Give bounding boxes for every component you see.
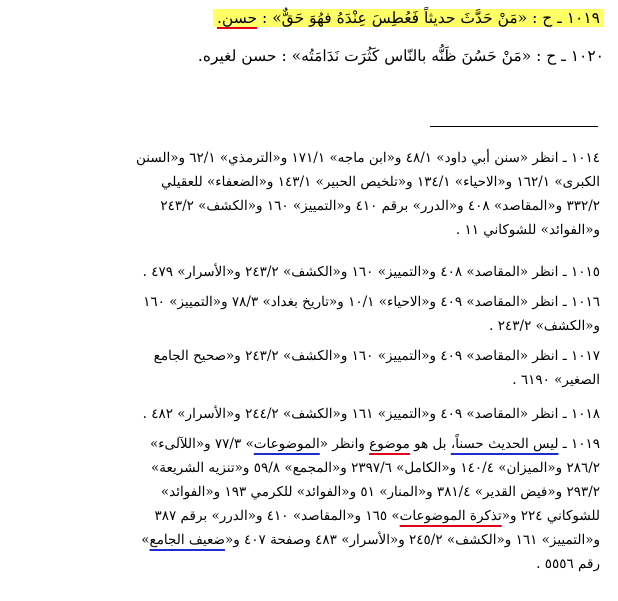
annotated-book-tadhkira: تذكرة الموضوعات (399, 508, 502, 524)
annotated-phrase-not-hasan: ليس الحديث حسناً، (450, 436, 559, 452)
footnote-line: رقم ٥٥٥٦ . (536, 556, 600, 572)
footnote-line: الصغير» ٦١٩٠ . (512, 372, 600, 388)
footnote-text: وانظر « (319, 436, 365, 452)
footnote-text: » ١٦٥ و«المقاصد» ٤١٠ و«الدرر» برقم ٣٨٧ (154, 508, 400, 524)
hadith-number: ١٠١٩ ـ ح : (532, 9, 600, 27)
hadith-1020 (198, 44, 604, 68)
footnote-text: » ٧٧/٣ و«اللآلىء» (149, 436, 254, 452)
footnote-1019 (26, 432, 600, 576)
hadith-text: «مَنْ حَدَّثَ حديثاً فَعُطِسَ عِنْدَهُ فهُوَ حَقٌّ» : (262, 9, 528, 27)
footnote-number: ١٠١٩ ـ (562, 436, 600, 452)
annotated-book-mawduat: الموضوعات (253, 436, 320, 452)
footnote-line: و«الفوائد» للشوكاني ١١ . (455, 222, 600, 238)
footnote-line: ١٠١٥ ـ انظر «المقاصد» ٤٠٨ و«التمييز» ١٦٠ و«الكشف» ٢٤٣/٢ و«الأسرار» ٤٧٩ . (142, 264, 600, 280)
footnote-line: الكبرى» ١٦٢/١ و«الاحياء» ١٣٤/١ و«تلخيص الحبير» ١٤٣/١ و«الضعفاء» للعقيلي (161, 174, 600, 190)
hadith-grade: حسن. (216, 9, 258, 27)
footnote-line: ١٠١٨ ـ انظر «المقاصد» ٤٠٩ و«التمييز» ١٦١ و«الكشف» ٢٤٤/٢ و«الأسرار» ٤٨٢ . (142, 406, 600, 422)
footnote-text: » (141, 532, 150, 548)
footnote-1015 (26, 260, 600, 284)
footnote-line (26, 432, 600, 456)
footnote-text: للشوكاني ٢٢٤ و« (501, 508, 600, 524)
footnote-line: ٢٩٣/٢ و«فيض القدير» ٣٨١/٤ و«المنار» ٥١ و«الفوائد» للكرمي ١٩٣ و«الفوائد» (160, 484, 600, 500)
footnote-text: بل هو (414, 436, 447, 452)
footnote-1017 (26, 344, 600, 392)
footnote-line: ٣٣٢/٢ و«المقاصد» ٤٠٨ و«الدرر» برقم ٤١٠ و«التمييز» ١٦٠ و«الكشف» ٢٤٣/٢ (160, 198, 600, 214)
hadith-number: ١٠٢٠ ـ ح : (536, 47, 604, 65)
footnote-line: ١٠١٧ ـ انظر «المقاصد» ٤٠٩ و«التمييز» ١٦٠ و«الكشف» ٢٤٣/٢ و«صحيح الجامع (153, 348, 600, 364)
footnote-line: ١٠١٤ ـ انظر «سنن أبي داود» ٤٨/١ و«ابن ماجه» ١٧١/١ و«الترمذي» ٦٢/١ و«السنن (135, 150, 600, 166)
annotated-book-daif-jami: ضعيف الجامع (149, 532, 225, 548)
footnote-line: و«الكشف» ٢٤٣/٢ . (489, 318, 600, 334)
footnote-line (26, 528, 600, 552)
footnote-1016 (26, 290, 600, 338)
annotated-word-mawdu: موضوع (369, 436, 410, 452)
footnote-line: ١٠١٦ ـ انظر «المقاصد» ٤٠٩ و«الاحياء» ١٠/١ و«تاريخ بغداد» ٧٨/٣ و«التمييز» ١٦٠ (143, 294, 600, 310)
hadith-text: «مَنْ حَسُنَ ظَنُّه بالنّاس كَثُرَت نَدَامَتُه» : (281, 47, 532, 65)
footnote-line (26, 504, 600, 528)
hadith-grade: حسن لغيره. (197, 47, 277, 65)
footnote-1014 (26, 146, 600, 242)
hadith-1019-highlight (213, 9, 604, 27)
footnote-separator (430, 126, 598, 127)
footnote-text: و«التمييز» ١٦١ و«الكشف» ٢٤٥/٢ و«الأسرار» ٤٨٣ وصفحة ٤٠٧ و« (224, 532, 600, 548)
footnote-line: ٢٨٦/٢ و«الميزان» ١٤٠/٤ و«الكامل» ٢٣٩٧/٦ و«المجمع» ٥٩/٨ و«تنزيه الشريعة» (150, 460, 600, 476)
footnote-1018 (26, 402, 600, 426)
hadith-1019 (213, 6, 604, 30)
